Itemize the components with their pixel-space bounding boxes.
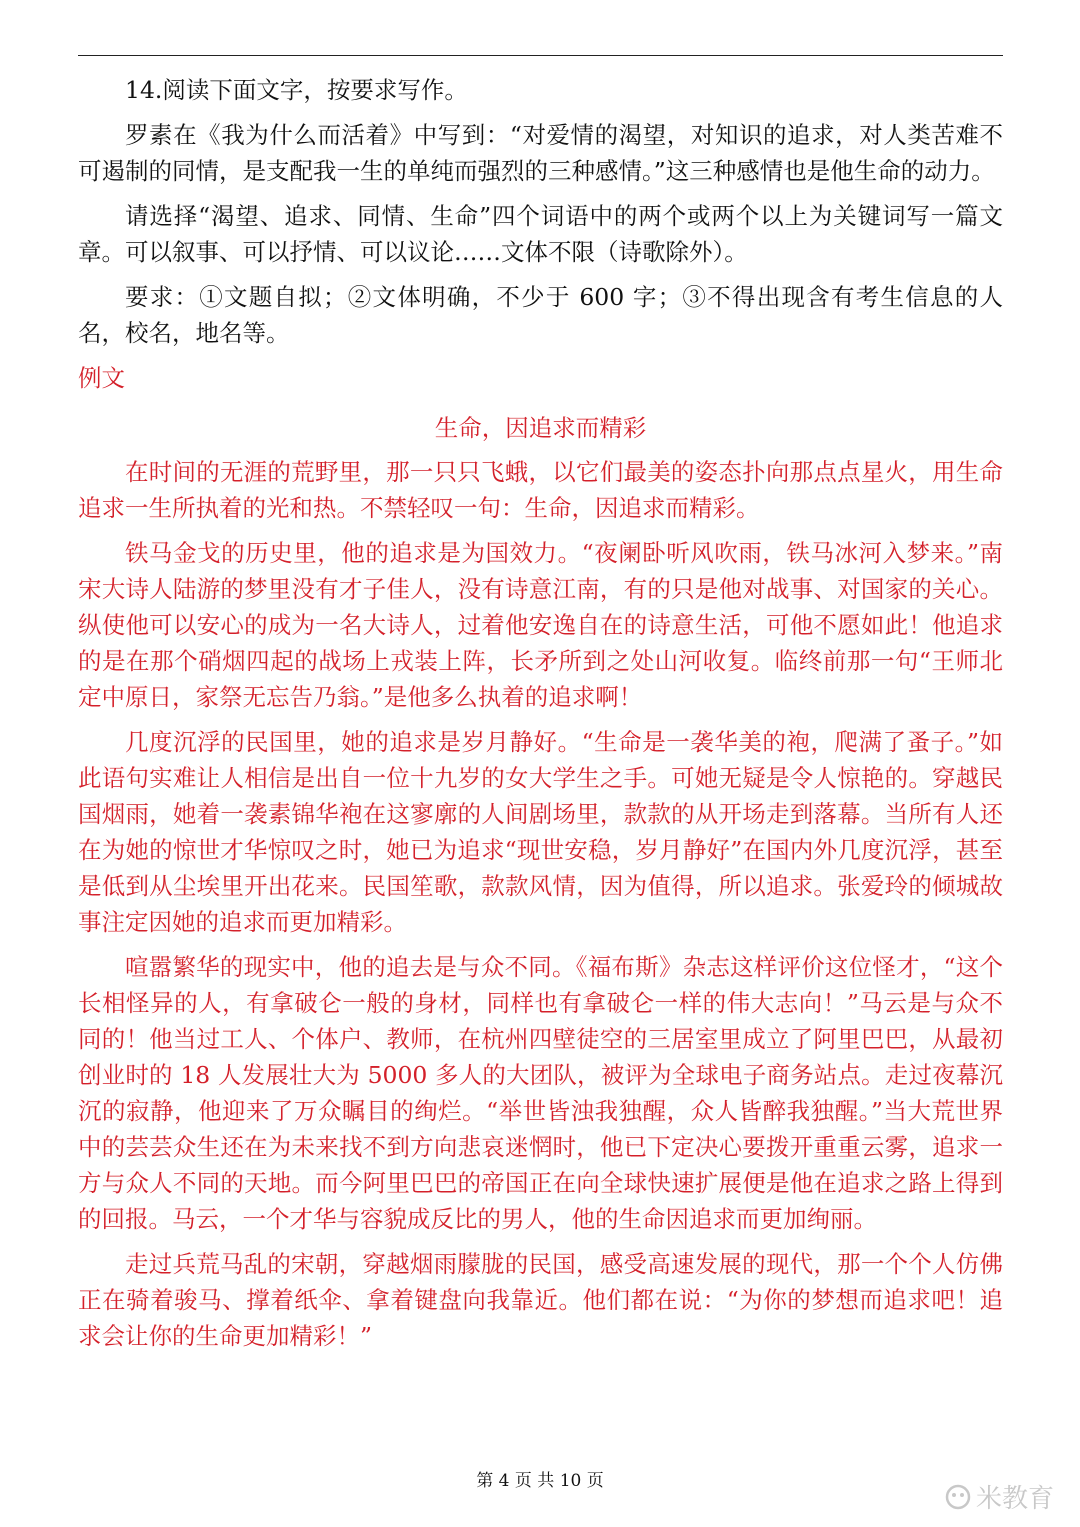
essay-paragraph: 几度沉浮的民国里，她的追求是岁月静好。“生命是一袭华美的袍，爬满了蚤子。”如此语句实难让人相信是出自一位十九岁的女大学生之手。可她无疑是令人惊艳的。穿越民国烟雨，她着一袭素锦华袍在这寥廓的人间剧场里，款款的从开场走到落幕。当所有人还在为她的惊世才华惊叹之时，她已为追求“现世安稳，岁月静好”在国内外几度沉浮，甚至是低到从尘埃里开出花来。民国笙歌，款款风情，因为值得，所以追求。张爱玲的倾城故事注定因她的追求而更加精彩。 <box>78 728 1003 936</box>
essay-title: 生命，因追求而精彩 <box>434 414 647 442</box>
sample-label: 例文 <box>78 364 125 392</box>
essay-paragraph: 走过兵荒马乱的宋朝，穿越烟雨朦胧的民国，感受高速发展的现代，那一个个人仿佛正在骑着骏马、撑着纸伞、拿着键盘向我靠近。他们都在说：“为你的梦想而追求吧！追求会让你的生命更加精彩！” <box>78 1250 1003 1350</box>
essay-paragraph: 在时间的无涯的荒野里，那一只只飞蛾，以它们最美的姿态扑向那点点星火，用生命追求一生所执着的光和热。不禁轻叹一句：生命，因追求而精彩。 <box>78 458 1003 522</box>
watermark-text: 米教育 <box>975 1484 1054 1514</box>
document-page <box>78 72 1003 1363</box>
page-number: 第 4 页 共 10 页 <box>476 1471 604 1491</box>
question-paragraph: 请选择“渴望、追求、同情、生命”四个词语中的两个或两个以上为关键词写一篇文章。可以叙事、可以抒情、可以议论……文体不限（诗歌除外）。 <box>78 202 1003 266</box>
question-heading: 14.阅读下面文字，按要求写作。 <box>125 76 468 104</box>
essay-paragraph: 铁马金戈的历史里，他的追求是为国效力。“夜阑卧听风吹雨，铁马冰河入梦来。”南宋大诗人陆游的梦里没有才子佳人，没有诗意江南，有的只是他对战事、对国家的关心。纵使他可以安心的成为一名大诗人，过着他安逸自在的诗意生活，可他不愿如此！他追求的是在那个硝烟四起的战场上戎装上阵，长矛所到之处山河收复。临终前那一句“王师北定中原日，家祭无忘告乃翁。”是他多么执着的追求啊！ <box>78 539 1003 711</box>
question-paragraph: 要求：①文题自拟；②文体明确，不少于 600 字；③不得出现含有考生信息的人名，校名，地名等。 <box>78 283 1003 347</box>
question-paragraph: 罗素在《我为什么而活着》中写到：“对爱情的渴望，对知识的追求，对人类苦难不可遏制的同情，是支配我一生的单纯而强烈的三种感情。”这三种感情也是他生命的动力。 <box>78 121 1003 185</box>
watermark <box>944 1478 1054 1515</box>
top-rule <box>78 55 1003 56</box>
watermark-logo-icon <box>944 1483 972 1511</box>
essay-paragraph: 喧嚣繁华的现实中，他的追去是与众不同。《福布斯》杂志这样评价这位怪才，“这个长相怪异的人，有拿破仑一般的身材，同样也有拿破仑一样的伟大志向！”马云是与众不同的！他当过工人、个体户、教师，在杭州四壁徒空的三居室里成立了阿里巴巴，从最初创业时的 18 人发展壮大为 5000 多人的大团队，被评为全球电子商务站点。走过夜幕沉沉的寂静，他迎来了万众瞩目的绚烂。“举世皆浊我独醒，众人皆醉我独醒。”当大荒世界中的芸芸众生还在为未来找不到方向悲哀迷惘时，他已下定决心要拨开重重云雾，追求一方与众人不同的天地。而今阿里巴巴的帝国正在向全球快速扩展便是他在追求之路上得到的回报。马云，一个才华与容貌成反比的男人，他的生命因追求而更加绚丽。 <box>78 953 1003 1233</box>
